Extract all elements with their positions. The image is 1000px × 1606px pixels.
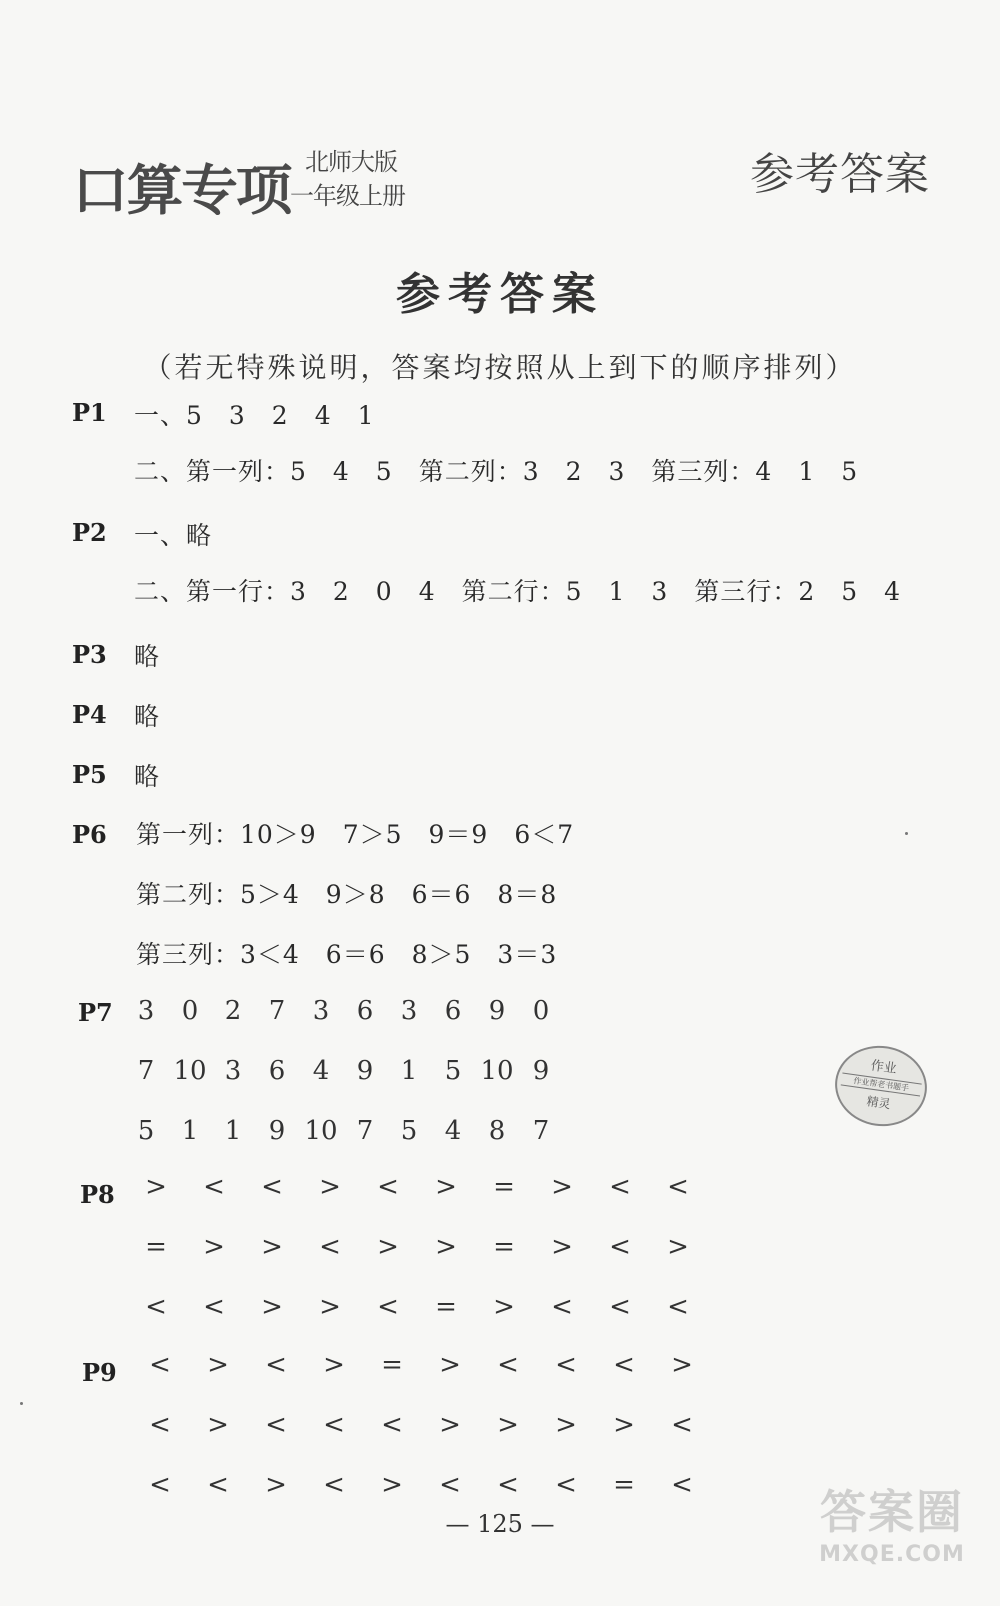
p8-answer-cell: < [203, 1292, 225, 1322]
p9-answer-cell: < [149, 1350, 171, 1380]
p1-line-1: 一、5 3 2 4 1 [134, 401, 375, 430]
p8-row-3 [0, 1292, 1000, 1332]
p9-answer-cell: > [671, 1350, 693, 1380]
p9-answer-cell: < [555, 1350, 577, 1380]
book-grade: 一年级上册 [290, 182, 405, 210]
p8-answer-cell: < [667, 1172, 689, 1202]
p7-row-1 [0, 996, 1000, 1036]
p8-answer-cell: < [667, 1292, 689, 1322]
p9-answer-cell: < [207, 1470, 229, 1500]
p8-answer-cell: < [377, 1292, 399, 1322]
watermark-logo-text: 答案圈 [820, 1485, 964, 1539]
p8-answer-cell: > [551, 1232, 573, 1262]
p9-answer-cell: = [613, 1470, 635, 1500]
p8-answer-cell: > [145, 1172, 167, 1202]
p8-answer-cell: > [435, 1232, 457, 1262]
p9-answer-cell: < [149, 1410, 171, 1440]
p8-row-1 [0, 1172, 1000, 1212]
p9-answer-cell: > [439, 1350, 461, 1380]
p8-answer-cell: < [203, 1172, 225, 1202]
p9-answer-cell: = [381, 1350, 403, 1380]
p9-answer-cell: < [323, 1470, 345, 1500]
page-label-p9: P9 [82, 1358, 117, 1387]
book-edition: 北师大版 [305, 148, 397, 176]
seal-text-bottom: 精灵 [865, 1094, 892, 1112]
p8-answer-cell: > [319, 1172, 341, 1202]
p7-answer-cell: 0 [532, 996, 550, 1026]
site-watermark [812, 1476, 972, 1596]
p9-answer-cell: > [207, 1410, 229, 1440]
p9-answer-cell: > [439, 1410, 461, 1440]
p9-row-2 [0, 1410, 1000, 1450]
p9-answer-cell: < [671, 1470, 693, 1500]
scan-speck [905, 832, 908, 835]
page-label-p5: P5 [72, 760, 107, 789]
p9-answer-cell: < [671, 1410, 693, 1440]
p6-line-1: 第一列：10＞9 7＞5 9＝9 6＜7 [136, 820, 575, 849]
p9-answer-cell: > [497, 1410, 519, 1440]
p9-answer-cell: > [265, 1470, 287, 1500]
page-label-p3: P3 [72, 640, 107, 669]
p7-answer-cell: 2 [224, 996, 242, 1026]
p8-answer-cell: > [435, 1172, 457, 1202]
p7-row-3 [0, 1116, 1000, 1156]
p7-answer-cell: 8 [488, 1116, 506, 1146]
p8-answer-cell: = [145, 1232, 167, 1262]
p9-answer-cell: < [439, 1470, 461, 1500]
p7-answer-cell: 3 [137, 996, 155, 1026]
p7-answer-cell: 10 [304, 1116, 338, 1146]
p8-row-2 [0, 1232, 1000, 1272]
p7-answer-cell: 7 [532, 1116, 550, 1146]
p8-answer-cell: = [493, 1232, 515, 1262]
p7-answer-cell: 4 [312, 1056, 330, 1086]
p9-answer-cell: < [497, 1350, 519, 1380]
p9-answer-cell: < [265, 1410, 287, 1440]
p4-answer: 略 [134, 702, 161, 731]
seal-text-middle: 作业帮老书题手 [841, 1073, 922, 1097]
p8-answer-cell: < [261, 1172, 283, 1202]
header-section-title: 参考答案 [750, 149, 930, 200]
p2-line-2: 二、第一行：3 2 0 4 第二行：5 1 3 第三行：2 5 4 [134, 577, 902, 606]
p8-answer-cell: > [551, 1172, 573, 1202]
p7-answer-cell: 6 [444, 996, 462, 1026]
p8-answer-cell: = [493, 1172, 515, 1202]
p7-answer-cell: 3 [312, 996, 330, 1026]
p7-answer-cell: 7 [268, 996, 286, 1026]
p7-answer-cell: 10 [173, 1056, 207, 1086]
p9-answer-cell: < [497, 1470, 519, 1500]
p7-answer-cell: 7 [356, 1116, 374, 1146]
p7-answer-cell: 9 [488, 996, 506, 1026]
p7-answer-cell: 6 [268, 1056, 286, 1086]
page-title: 参考答案 [396, 269, 604, 320]
p8-answer-cell: < [609, 1172, 631, 1202]
p8-answer-cell: > [493, 1292, 515, 1322]
p9-answer-cell: > [613, 1410, 635, 1440]
p8-answer-cell: < [551, 1292, 573, 1322]
p7-answer-cell: 9 [532, 1056, 550, 1086]
p2-line-1: 一、略 [134, 521, 213, 550]
page-number: — 125 — [445, 1510, 555, 1538]
p9-answer-cell: < [381, 1410, 403, 1440]
p7-answer-cell: 7 [137, 1056, 155, 1086]
p6-line-3: 第三列：3＜4 6＝6 8＞5 3＝3 [136, 940, 558, 969]
p8-answer-cell: > [261, 1232, 283, 1262]
p8-answer-cell: > [377, 1232, 399, 1262]
p8-answer-cell: < [319, 1232, 341, 1262]
p9-answer-cell: < [265, 1350, 287, 1380]
p7-answer-cell: 10 [480, 1056, 514, 1086]
p9-answer-cell: < [555, 1470, 577, 1500]
p7-answer-cell: 3 [224, 1056, 242, 1086]
p1-line-2: 二、第一列：5 4 5 第二列：3 2 3 第三列：4 1 5 [134, 457, 859, 486]
p8-answer-cell: > [319, 1292, 341, 1322]
p9-answer-cell: < [323, 1410, 345, 1440]
p5-answer: 略 [134, 762, 161, 791]
book-logo-title: 口算专项 [72, 159, 291, 222]
p7-answer-cell: 5 [400, 1116, 418, 1146]
p6-line-2: 第二列：5＞4 9＞8 6＝6 8＝8 [136, 880, 558, 909]
p7-answer-cell: 1 [400, 1056, 418, 1086]
p7-answer-cell: 9 [268, 1116, 286, 1146]
ordering-note: （若无特殊说明，答案均按照从上到下的顺序排列） [143, 351, 857, 384]
p9-answer-cell: < [613, 1350, 635, 1380]
p8-answer-cell: > [261, 1292, 283, 1322]
p7-answer-cell: 6 [356, 996, 374, 1026]
p9-answer-cell: > [381, 1470, 403, 1500]
p3-answer: 略 [134, 642, 161, 671]
p7-answer-cell: 3 [400, 996, 418, 1026]
p8-answer-cell: > [203, 1232, 225, 1262]
p8-answer-cell: < [377, 1172, 399, 1202]
seal-text-top: 作业 [869, 1058, 898, 1077]
p8-answer-cell: < [145, 1292, 167, 1322]
p9-answer-cell: > [555, 1410, 577, 1440]
scan-speck [20, 1402, 23, 1405]
p9-row-1 [0, 1350, 1000, 1390]
p8-answer-cell: > [667, 1232, 689, 1262]
p7-answer-cell: 5 [137, 1116, 155, 1146]
page-label-p4: P4 [72, 700, 107, 729]
page-label-p7: P7 [78, 998, 113, 1027]
p7-answer-cell: 1 [224, 1116, 242, 1146]
page-label-p1: P1 [72, 398, 107, 427]
p8-answer-cell: < [609, 1292, 631, 1322]
page-label-p2: P2 [72, 518, 107, 547]
p7-answer-cell: 1 [181, 1116, 199, 1146]
watermark-url: MXQE.COM [819, 1542, 965, 1567]
p7-answer-cell: 5 [444, 1056, 462, 1086]
p7-answer-cell: 9 [356, 1056, 374, 1086]
page-label-p6: P6 [72, 820, 107, 849]
p8-answer-cell: = [435, 1292, 457, 1322]
p9-answer-cell: > [323, 1350, 345, 1380]
p9-answer-cell: < [149, 1470, 171, 1500]
page-label-p8: P8 [80, 1180, 115, 1209]
p7-answer-cell: 4 [444, 1116, 462, 1146]
p8-answer-cell: < [609, 1232, 631, 1262]
p9-answer-cell: > [207, 1350, 229, 1380]
p7-answer-cell: 0 [181, 996, 199, 1026]
